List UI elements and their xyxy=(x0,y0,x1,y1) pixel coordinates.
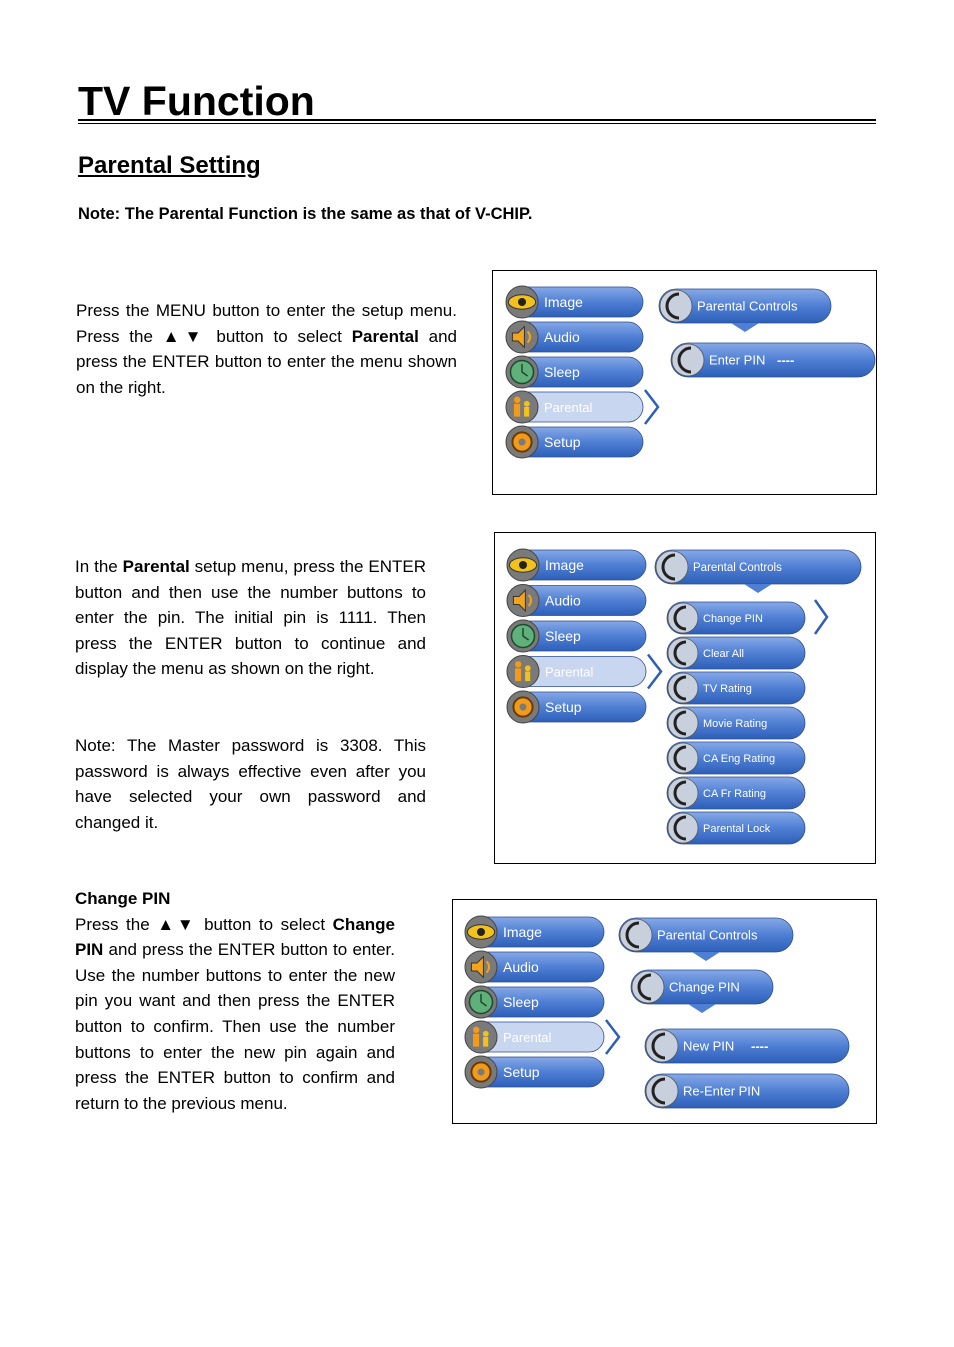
option-parental-lock xyxy=(667,812,805,844)
screenshot-change-pin xyxy=(452,899,877,1124)
option-tv-rating-label: TV Rating xyxy=(703,682,752,695)
family-icon xyxy=(507,656,539,688)
enter-pin-field xyxy=(671,343,875,377)
menu-label: Audio xyxy=(544,329,580,345)
block2-note: Note: The Master password is 3308. This password is always effective even after you have selected your own password and changed it. xyxy=(75,736,426,832)
menu-label: Parental xyxy=(503,1030,552,1045)
menu-item-sleep xyxy=(481,987,604,1017)
menu-label: Sleep xyxy=(503,994,539,1010)
clock-icon xyxy=(506,356,538,388)
menu-screen-2 xyxy=(495,533,877,865)
menu-label: Sleep xyxy=(544,364,580,380)
menu-item-parental xyxy=(481,1020,619,1054)
parental-controls-header xyxy=(659,289,831,332)
menu-label: Audio xyxy=(503,959,539,975)
menu-item-image xyxy=(522,287,643,317)
change-pin-header-label: Change PIN xyxy=(669,979,740,995)
menu-item-image xyxy=(481,917,604,947)
menu-item-image xyxy=(523,550,646,580)
menu-label: Sleep xyxy=(545,628,581,644)
gear-icon xyxy=(506,426,538,458)
option-ca-fr-rating xyxy=(667,777,805,809)
option-clear-all xyxy=(667,637,805,669)
re-enter-pin-field xyxy=(645,1074,849,1108)
menu-label: Setup xyxy=(544,434,581,450)
new-pin-field-label: New PIN xyxy=(683,1038,735,1054)
family-icon xyxy=(506,391,538,423)
option-ca-eng-rating-label: CA Eng Rating xyxy=(703,752,776,765)
eye-icon xyxy=(465,916,497,948)
enter-pin-field-label: Enter PIN xyxy=(709,352,766,368)
clock-icon xyxy=(465,986,497,1018)
page-title: TV Function xyxy=(78,78,315,124)
family-icon xyxy=(465,1021,497,1053)
menu-screen-1 xyxy=(493,271,878,496)
new-pin-field-value: ---- xyxy=(751,1038,769,1054)
menu-label: Parental xyxy=(544,400,593,415)
option-change-pin xyxy=(667,602,805,634)
option-change-pin-label: Change PIN xyxy=(703,612,763,625)
menu-screen-3 xyxy=(453,900,878,1125)
menu-label: Image xyxy=(503,924,542,940)
option-ca-fr-rating-label: CA Fr Rating xyxy=(703,787,766,800)
menu-label: Setup xyxy=(545,699,582,715)
parental-controls-header-label: Parental Controls xyxy=(697,298,798,314)
menu-item-audio xyxy=(522,322,643,352)
eye-icon xyxy=(506,286,538,318)
parental-controls-header-label: Parental Controls xyxy=(657,927,758,943)
option-parental-lock-label: Parental Lock xyxy=(703,822,771,835)
menu-item-setup xyxy=(522,427,643,457)
section-title: Parental Setting xyxy=(78,152,261,179)
parental-controls-header xyxy=(655,550,861,593)
re-enter-pin-field-label: Re-Enter PIN xyxy=(683,1083,761,1099)
menu-label: Image xyxy=(545,557,584,573)
menu-label: Image xyxy=(544,294,583,310)
screenshot-enter-pin xyxy=(492,270,877,495)
menu-item-setup xyxy=(481,1057,604,1087)
option-movie-rating xyxy=(667,707,805,739)
parental-controls-header-label: Parental Controls xyxy=(693,562,782,575)
speaker-icon xyxy=(507,585,539,617)
parental-controls-header xyxy=(619,918,793,961)
option-movie-rating-label: Movie Rating xyxy=(703,717,768,730)
menu-item-sleep xyxy=(523,621,646,651)
speaker-icon xyxy=(506,321,538,353)
speaker-icon xyxy=(465,951,497,983)
block3-text: Change PIN Press the ▲▼ button to select Change PIN and press the ENTER button to enter. Use the number buttons to enter the new pin you want and then press the ENTER button to confirm. Then use the number buttons to enter the new pin again and press the ENTER button to confirm and return to the previous menu. xyxy=(75,889,395,1113)
new-pin-field xyxy=(645,1029,849,1063)
gear-icon xyxy=(465,1056,497,1088)
option-tv-rating xyxy=(667,672,805,704)
menu-item-parental xyxy=(523,655,661,689)
block2-text: In the Parental setup menu, press the ENTER button and then use the number buttons to enter the pin. The initial pin is 1111. Then press the ENTER button to continue and display the menu as shown on the right. xyxy=(75,557,426,679)
clock-icon xyxy=(507,620,539,652)
menu-item-audio xyxy=(523,586,646,616)
title-rule xyxy=(78,119,876,121)
change-pin-header xyxy=(631,970,773,1013)
menu-item-parental xyxy=(522,390,658,424)
option-clear-all-label: Clear All xyxy=(703,647,744,660)
menu-item-sleep xyxy=(522,357,643,387)
parental-note: Note: The Parental Function is the same as that of V-CHIP. xyxy=(78,205,533,223)
menu-label: Setup xyxy=(503,1064,540,1080)
menu-label: Audio xyxy=(545,592,581,609)
gear-icon xyxy=(507,691,539,723)
title-rule-thin xyxy=(78,123,876,124)
screenshot-parental-options xyxy=(494,532,876,864)
block1-text: Press the MENU button to enter the setup menu. Press the ▲▼ button to select Parental and press the ENTER button to enter the menu shown on the right. xyxy=(76,301,457,397)
menu-item-audio xyxy=(481,952,604,982)
option-ca-eng-rating xyxy=(667,742,805,774)
menu-item-setup xyxy=(523,692,646,722)
selected-arrow xyxy=(815,600,827,634)
change-pin-heading: Change PIN xyxy=(75,889,171,908)
enter-pin-field-value: ---- xyxy=(777,352,795,368)
menu-label: Parental xyxy=(545,664,594,680)
eye-icon xyxy=(507,549,539,581)
